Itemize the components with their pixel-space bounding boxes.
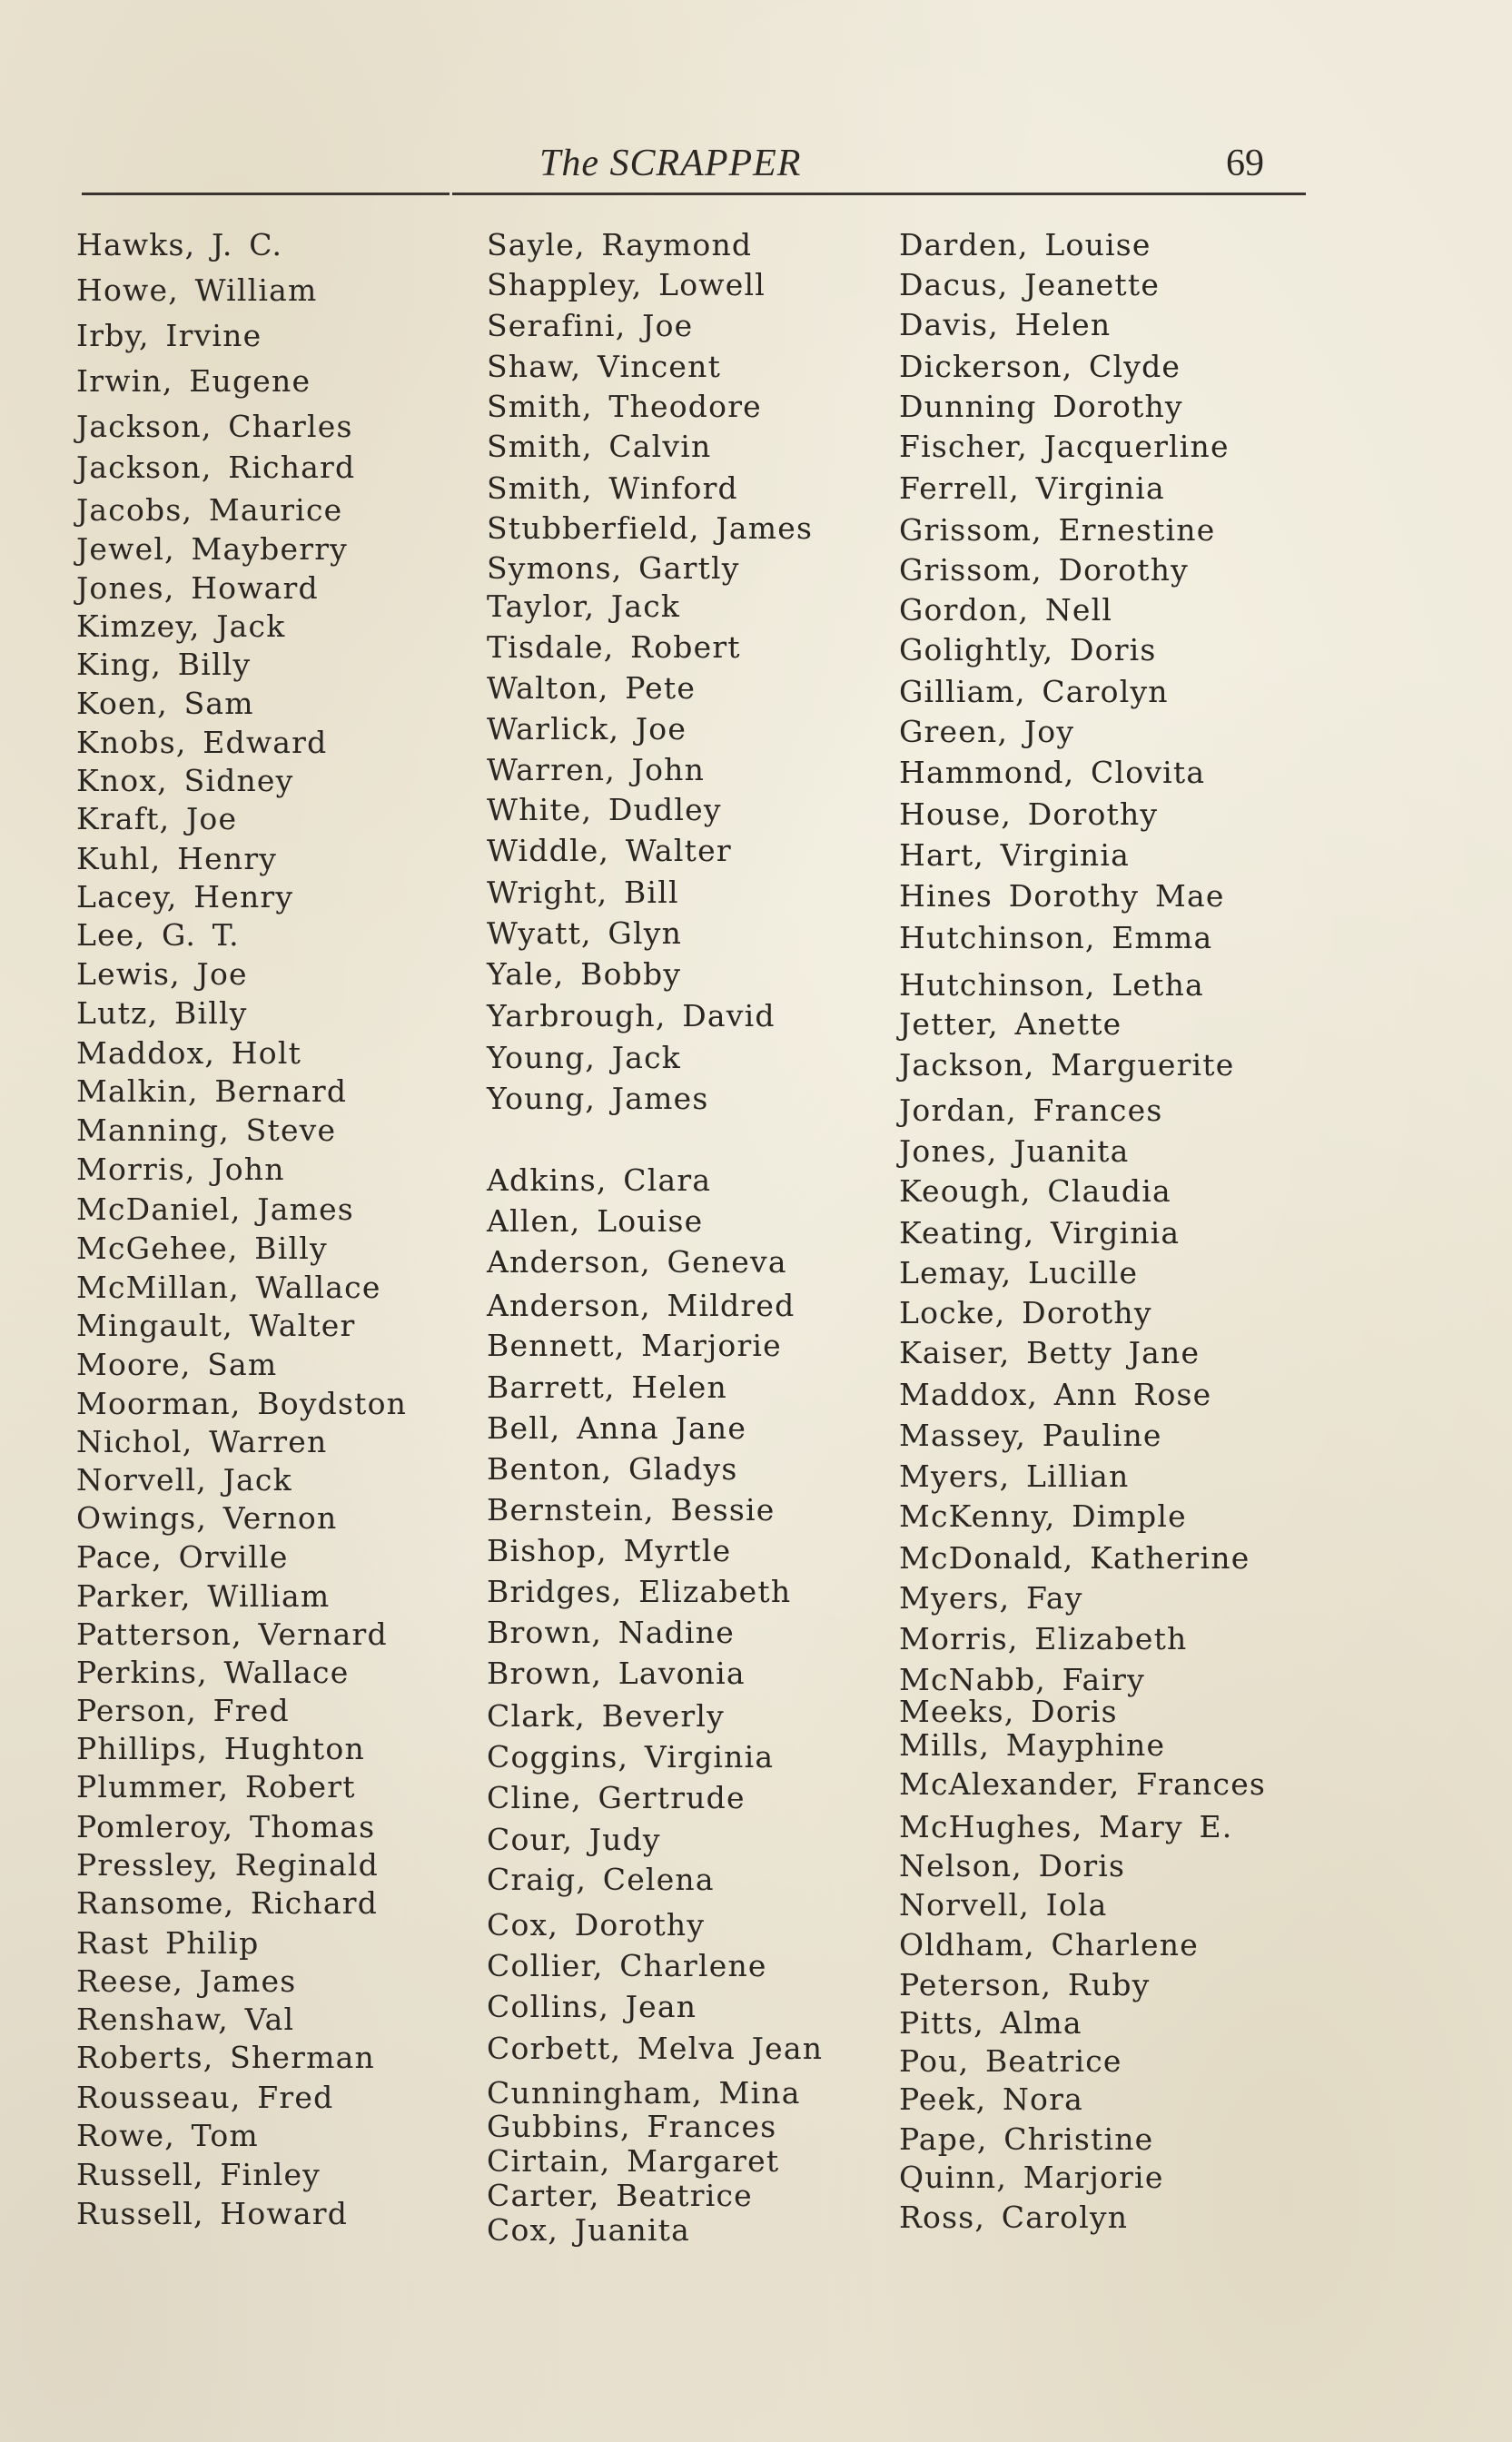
name-entry: Craig, Celena [487,1862,715,1897]
name-entry: Gordon, Nell [899,592,1113,628]
name-entry: King, Billy [76,647,252,682]
name-entry: Kimzey, Jack [76,608,286,644]
name-entry: Locke, Dorothy [899,1295,1152,1330]
name-entry: Hawks, J. C. [76,227,283,262]
name-entry: Jordan, Frances [899,1092,1163,1128]
name-entry: Pape, Christine [899,2121,1154,2157]
name-entry: Widdle, Walter [487,833,732,868]
name-entry: Gubbins, Frances [487,2109,777,2144]
name-entry: Keough, Claudia [899,1173,1171,1209]
name-entry: Knobs, Edward [76,725,328,760]
name-entry: Cunningham, Mina [487,2075,801,2111]
name-entry: Bennett, Marjorie [487,1328,782,1363]
publication-title: The SCRAPPER [539,143,802,184]
name-entry: Dunning Dorothy [899,389,1183,424]
name-entry: Hammond, Clovita [899,755,1206,790]
name-entry: Allen, Louise [487,1203,704,1239]
name-entry: Patterson, Vernard [76,1616,388,1652]
name-entry: Rast Philip [76,1925,260,1961]
name-entry: Rousseau, Fred [76,2080,334,2115]
name-entry: Jones, Juanita [899,1133,1130,1169]
name-entry: Smith, Winford [487,470,738,506]
name-entry: Nelson, Doris [899,1848,1126,1883]
name-entry: Davis, Helen [899,307,1112,342]
name-entry: Tisdale, Robert [487,629,741,665]
name-entry: Young, Jack [487,1040,681,1075]
name-entry: Dacus, Jeanette [899,267,1161,302]
name-entry: Pitts, Alma [899,2005,1082,2041]
name-entry: Bishop, Myrtle [487,1533,732,1568]
name-entry: Norvell, Iola [899,1887,1108,1923]
name-entry: Golightly, Doris [899,632,1157,667]
name-entry: Malkin, Bernard [76,1073,348,1109]
name-entry: Barrett, Helen [487,1369,727,1405]
page-header [0,136,1512,200]
name-entry: Lacey, Henry [76,879,294,915]
name-entry: Renshaw, Val [76,2002,295,2037]
name-entry: Morris, Elizabeth [899,1621,1188,1656]
name-entry: Clark, Beverly [487,1698,725,1734]
name-entry: Ferrell, Virginia [899,470,1165,506]
name-entry: Shappley, Lowell [487,267,766,302]
name-entry: Myers, Lillian [899,1458,1130,1494]
name-entry: Carter, Beatrice [487,2178,753,2213]
name-entry: Phillips, Hughton [76,1731,365,1766]
name-entry: Moorman, Boydston [76,1386,408,1421]
header-rule-left [82,193,450,195]
name-entry: Grissom, Ernestine [899,512,1216,548]
name-entry: Green, Joy [899,714,1075,749]
name-entry: Fischer, Jacquerline [899,429,1230,464]
name-entry: Maddox, Ann Rose [899,1377,1212,1412]
name-entry: Morris, John [76,1152,285,1187]
name-entry: Collins, Jean [487,1989,697,2024]
name-entry: Taylor, Jack [487,588,681,624]
name-entry: Norvell, Jack [76,1462,292,1498]
name-entry: Rowe, Tom [76,2118,259,2153]
name-entry: Warren, John [487,752,706,787]
name-entry: Perkins, Wallace [76,1655,350,1690]
name-entry: Gilliam, Carolyn [899,674,1169,709]
name-entry: Lee, G. T. [76,917,240,953]
name-entry: Mingault, Walter [76,1308,356,1343]
name-entry: Kraft, Joe [76,801,238,836]
name-entry: Pressley, Reginald [76,1847,379,1883]
name-entry: Bridges, Elizabeth [487,1574,792,1609]
name-entry: Oldham, Charlene [899,1927,1199,1962]
name-entry: Cox, Dorothy [487,1907,706,1943]
name-entry: Russell, Howard [76,2196,349,2231]
name-entry: White, Dudley [487,792,722,827]
name-entry: Irby, Irvine [76,318,262,353]
name-entry: Hutchinson, Emma [899,920,1213,955]
name-entry: Sayle, Raymond [487,227,753,262]
name-entry: Wright, Bill [487,875,679,910]
name-entry: Myers, Fay [899,1580,1083,1616]
name-entry: Moore, Sam [76,1347,278,1382]
name-entry: Maddox, Holt [76,1035,302,1071]
name-entry: Lutz, Billy [76,995,248,1031]
header-rule-right [452,193,1306,195]
name-entry: Collier, Charlene [487,1948,767,1983]
name-entry: Person, Fred [76,1693,290,1728]
name-entry: Nichol, Warren [76,1424,328,1459]
name-entry: Hutchinson, Letha [899,967,1204,1003]
name-entry: Pomleroy, Thomas [76,1809,376,1844]
name-entry: Cour, Judy [487,1822,661,1857]
name-entry: Irwin, Eugene [76,363,311,399]
name-entry: McKenny, Dimple [899,1498,1187,1534]
name-entry: Roberts, Sherman [76,2040,375,2075]
name-entry: Ross, Carolyn [899,2200,1129,2235]
name-entry: Jewel, Mayberry [76,531,349,567]
name-entry: Walton, Pete [487,670,697,706]
name-entry: Darden, Louise [899,227,1151,262]
name-entry: Bernstein, Bessie [487,1492,776,1527]
name-entry: Corbett, Melva Jean [487,2031,824,2066]
name-entry: Reese, James [76,1963,297,1999]
name-entry: Jackson, Marguerite [899,1047,1235,1083]
name-entry: Manning, Steve [76,1112,337,1148]
name-entry: McNabb, Fairy [899,1662,1145,1697]
name-entry: Cirtain, Margaret [487,2143,780,2179]
name-entry: Ransome, Richard [76,1885,379,1921]
name-entry: Jackson, Charles [76,409,353,444]
name-entry: Anderson, Geneva [487,1244,787,1280]
name-entry: Howe, William [76,272,318,308]
name-entry: Dickerson, Clyde [899,349,1181,384]
name-entry: McDonald, Katherine [899,1540,1250,1576]
name-entry: Shaw, Vincent [487,349,722,384]
name-entry: House, Dorothy [899,796,1159,832]
name-entry: Hines Dorothy Mae [899,878,1225,914]
name-entry: McMillan, Wallace [76,1270,381,1305]
name-entry: McGehee, Billy [76,1231,328,1266]
name-entry: Koen, Sam [76,686,254,721]
name-entry: Jones, Howard [76,570,319,606]
name-entry: Massey, Pauline [899,1418,1162,1453]
name-entry: Wyatt, Glyn [487,915,683,951]
name-entry: Meeks, Doris [899,1694,1118,1729]
name-entry: Cline, Gertrude [487,1780,746,1815]
name-entry: Stubberfield, James [487,510,814,546]
name-entry: Peek, Nora [899,2081,1083,2117]
name-entry: Jetter, Anette [899,1006,1122,1042]
name-entry: Smith, Calvin [487,429,712,464]
name-entry: Jacobs, Maurice [76,492,343,528]
page-number: 69 [1226,143,1264,184]
name-entry: Yarbrough, David [487,998,776,1033]
name-entry: Cox, Juanita [487,2212,691,2248]
name-entry: Kuhl, Henry [76,841,278,876]
name-entry: Mills, Mayphine [899,1727,1166,1763]
name-entry: Keating, Virginia [899,1215,1181,1251]
name-entry: Parker, William [76,1578,331,1614]
name-entry: Lemay, Lucille [899,1255,1139,1290]
name-entry: Kaiser, Betty Jane [899,1335,1201,1370]
name-entry: Plummer, Robert [76,1769,356,1804]
name-entry: Young, James [487,1081,709,1116]
name-entry: McDaniel, James [76,1191,354,1227]
name-entry: Symons, Gartly [487,550,740,586]
name-entry: Adkins, Clara [487,1162,712,1198]
name-entry: Lewis, Joe [76,956,248,992]
name-entry: Serafini, Joe [487,308,694,343]
name-entry: Pace, Orville [76,1539,289,1575]
name-entry: McHughes, Mary E. [899,1809,1233,1844]
name-entry: McAlexander, Frances [899,1766,1267,1802]
name-entry: Brown, Lavonia [487,1656,746,1691]
name-entry: Coggins, Virginia [487,1739,775,1775]
name-entry: Jackson, Richard [76,450,356,485]
name-entry: Pou, Beatrice [899,2043,1122,2079]
name-entry: Brown, Nadine [487,1615,735,1650]
name-entry: Bell, Anna Jane [487,1410,747,1446]
name-entry: Warlick, Joe [487,711,687,746]
name-entry: Hart, Virginia [899,837,1131,873]
name-entry: Yale, Bobby [487,956,682,992]
name-entry: Benton, Gladys [487,1451,738,1487]
name-entry: Knox, Sidney [76,763,294,798]
name-entry: Quinn, Marjorie [899,2160,1164,2195]
name-entry: Anderson, Mildred [487,1288,796,1323]
name-entry: Owings, Vernon [76,1500,338,1536]
name-entry: Russell, Finley [76,2157,321,2192]
name-entry: Smith, Theodore [487,389,762,424]
name-entry: Peterson, Ruby [899,1967,1151,2002]
name-entry: Grissom, Dorothy [899,552,1190,588]
